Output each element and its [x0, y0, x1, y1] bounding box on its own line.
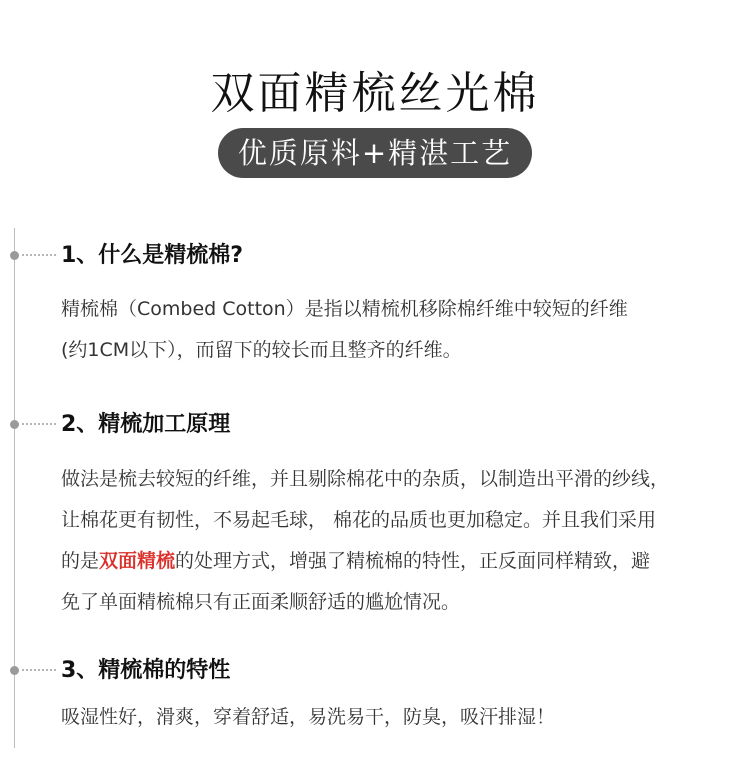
section-2-line-2: 让棉花更有韧性，不易起毛球， 棉花的品质也更加稳定。并且我们采用 [61, 509, 657, 531]
section-1-body [61, 289, 741, 371]
section-2-line-3-rest: 的处理方式，增强了精梳棉的特性，正反面同样精致，避 [175, 550, 651, 572]
section-1-line-2: (约1CM以下），而留下的较长而且整齐的纤维。 [61, 339, 462, 361]
section-1-line-1: 精梳棉（Combed Cotton）是指以精梳机移除棉纤维中较短的纤维 [61, 298, 628, 320]
highlight-double-combed: 双面精梳 [99, 550, 176, 572]
section-2-line-4: 免了单面精梳棉只有正面柔顺舒适的尴尬情况。 [61, 591, 461, 613]
section-3-body [61, 697, 741, 738]
section-2-body [61, 459, 741, 623]
timeline-dot-2 [10, 420, 19, 429]
section-2-line-3-prefix: 的是 [61, 550, 100, 572]
timeline-connector-2 [22, 423, 56, 425]
subtitle-text: 优质原料+精湛工艺 [237, 136, 513, 170]
section-3-line-1: 吸湿性好，滑爽，穿着舒适，易洗易干，防臭，吸汗排湿！ [61, 706, 556, 728]
section-3-heading: 3、精梳棉的特性 [61, 658, 231, 683]
page-title: 双面精梳丝光棉 [210, 68, 540, 119]
section-2-line-1: 做法是梳去较短的纤维，并且剔除棉花中的杂质，以制造出平滑的纱线， [61, 468, 670, 490]
timeline-connector-3 [22, 669, 56, 671]
timeline-dot-1 [10, 251, 19, 260]
subtitle-pill [218, 128, 532, 178]
section-2-heading: 2、精梳加工原理 [61, 412, 231, 437]
timeline-connector-1 [22, 254, 56, 256]
section-1-heading: 1、什么是精梳棉? [61, 243, 244, 268]
section-2-line-3 [61, 541, 741, 582]
timeline-dot-3 [10, 666, 19, 675]
